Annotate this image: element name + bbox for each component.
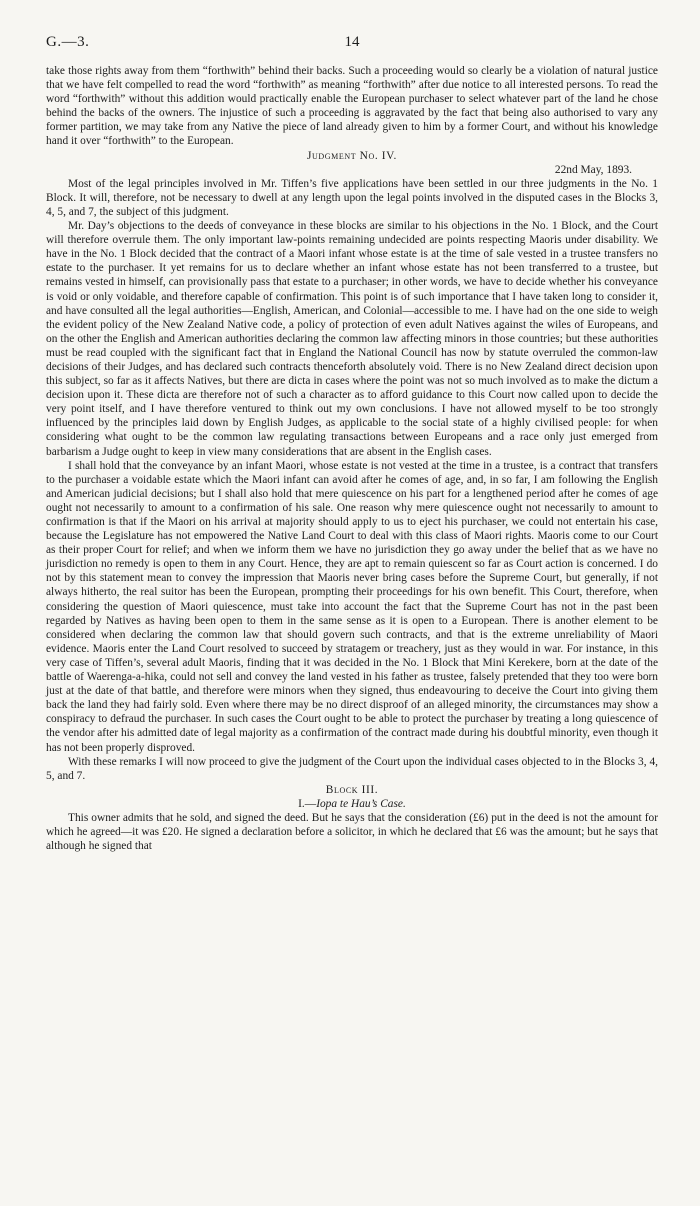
paragraph: I shall hold that the conveyance by an infant Maori, whose estate is not vested at the time in a trustee, is a contract that transfers to the purchaser a voidable estate which the Maori infant can avoid after he comes of age, and, in so far, I am following the English and American judicial decisions; but I shall also hold that mere quiescence on his part for a lengthened period after he comes of age ought not necessarily to amount to a confirmation of his sale. One reason why mere quiescence ought not necessarily to amount to confirmation is that if the Maori on his arrival at majority should apply to us to eject his purchaser, we could not entertain his case, because the Legislature has not empowered the Native Land Court to deal with this class of Maori rights. Maoris come to our Court as their proper Court for relief; and when we inform them we have no jurisdiction they go away under the belief that as we have no jurisdiction no remedy is open to them in any Court. Hence, they are apt to remain quiescent so far as Court action is concerned. I do not by this statement mean to convey the impression that Maoris never bring cases before the Supreme Court, but generally, if not always hitherto, the real suitor has been the European, prompting their proceedings for his own benefit. This Court, therefore, when considering the question of Maori quiescence, must take into account the fact that the Supreme Court has not in the past been regarded by Natives as having been open to them in the same sense as it is open to a European. There is another element to be considered when declaring the common law that should govern such contracts, and that is the extreme unreliability of Maori evidence. Maoris enter the Land Court resolved to succeed by stratagem or treachery, just as they would in war. For instance, in this very case of Tiffen’s, several adult Maoris, finding that it was decided in the No. 1 Block that Mini Kerekere, born at the date of the battle of Waerenga-a-hika, could not sell and convey the land vested in his father as trustee, falsely pretended that they too were born just at the date of that battle, and therefore were minors when they signed, thus endeavouring to deceive the Court into giving them back the land they had fairly sold. Even where there may be no direct disproof of an alleged minority, the circumstances may show a conspiracy to defraud the purchaser. In such cases the Court ought to be able to protect the purchaser by treating a long quiescence of the vendor after his admitted date of legal majority as a confirmation of the contract made during his doubtful minority, even though it has not been properly disproved.: [46, 459, 658, 754]
paragraph: Mr. Day’s objections to the deeds of conveyance in these blocks are similar to his objections in the No. 1 Block, and the Court will therefore overrule them. The only important law-points remaining undecided are points respecting Maoris under disability. We have in the No. 1 Block decided that the contract of a Maori infant whose estate is at the time of sale vested in a trustee transfers no estate to the purchaser. It yet remains for us to declare whether an infant whose estate has not been transferred to a trustee, but remains vested in himself, can provisionally pass that estate to a purchaser; in other words, we have to decide whether his conveyance is void or only voidable, and therefore capable of confirmation. This point is of such importance that I have taken long to consider it, and have consulted all the legal authorities—English, American, and Colonial—accessible to me. I have had on the one side to weigh the evident policy of the New Zealand Native code, a policy of protection of even adult Natives against the wiles of Europeans, and on the other the English and American authorities declaring the common law affecting minors in those countries; but these authorities must be read coupled with the significant fact that in England the National Council has now by statute overruled the common-law decisions of their Judges, and has declared such contracts thenceforth absolutely void. There is no New Zealand direct decision upon this subject, so far as it affects Natives, but there are dicta in cases where the point was not so much involved as to make the dictum a decision upon it. These dicta are therefore not of such a character as to afford guidance to this Court now called upon to decide the very point itself, and I have therefore ventured to think out my own conclusions. I have not allowed myself to be too strongly influenced by the principles laid down by English Judges, as applicable to the social state of a highly civilised people: for when considering what ought to be the common law regulating transactions between Europeans and a race only just emerged from barbarism a Judge ought to keep in view many considerations that are absent in the English cases.: [46, 220, 658, 458]
document-reference: G.—3.: [46, 34, 90, 50]
paragraph: take those rights away from them “forthwith” behind their backs. Such a proceeding would so clearly be a violation of natural justice that we have felt compelled to read the word “forthwith” as meaning “forthwith” after due notice to all interested persons. To read the word “forthwith” without this addition would practically enable the European purchaser to select whatever part of the land he chose behind the backs of the owners. The injustice of such a proceeding is aggravated by the fact that being also authorised to vary any former partition, we may take from any Native the piece of land already given to him by a former Court, and without his knowledge hand it over “forthwith” to the European.: [46, 65, 658, 148]
paragraph: With these remarks I will now proceed to give the judgment of the Court upon the individual cases objected to in the Blocks 3, 4, 5, and 7.: [46, 755, 658, 782]
case-name: Iopa te Hau’s Case.: [316, 797, 406, 810]
case-title: [46, 797, 658, 811]
page-number: 14: [344, 34, 360, 50]
page-header: [46, 34, 658, 56]
section-heading-block-iii: Block III.: [325, 783, 379, 796]
case-number: I.—: [298, 797, 317, 810]
paragraph: This owner admits that he sold, and signed the deed. But he says that the consideration (£6) put in the deed is not the amount for which he agreed—it was £20. He signed a declaration before a solicitor, in which he declared that £6 was the amount; but he says that although he signed that: [46, 811, 658, 853]
section-heading-judgment-iv: Judgment No. IV.: [307, 149, 397, 162]
document-body: [46, 64, 658, 853]
judgment-date: 22nd May, 1893.: [554, 163, 632, 176]
paragraph: Most of the legal principles involved in Mr. Tiffen’s five applications have been settled in our three judgments in the No. 1 Block. It will, therefore, not be necessary to dwell at any length upon the legal points involved in the disputed cases in the Blocks 3, 4, 5, and 7, the subject of this judgment.: [46, 177, 658, 218]
